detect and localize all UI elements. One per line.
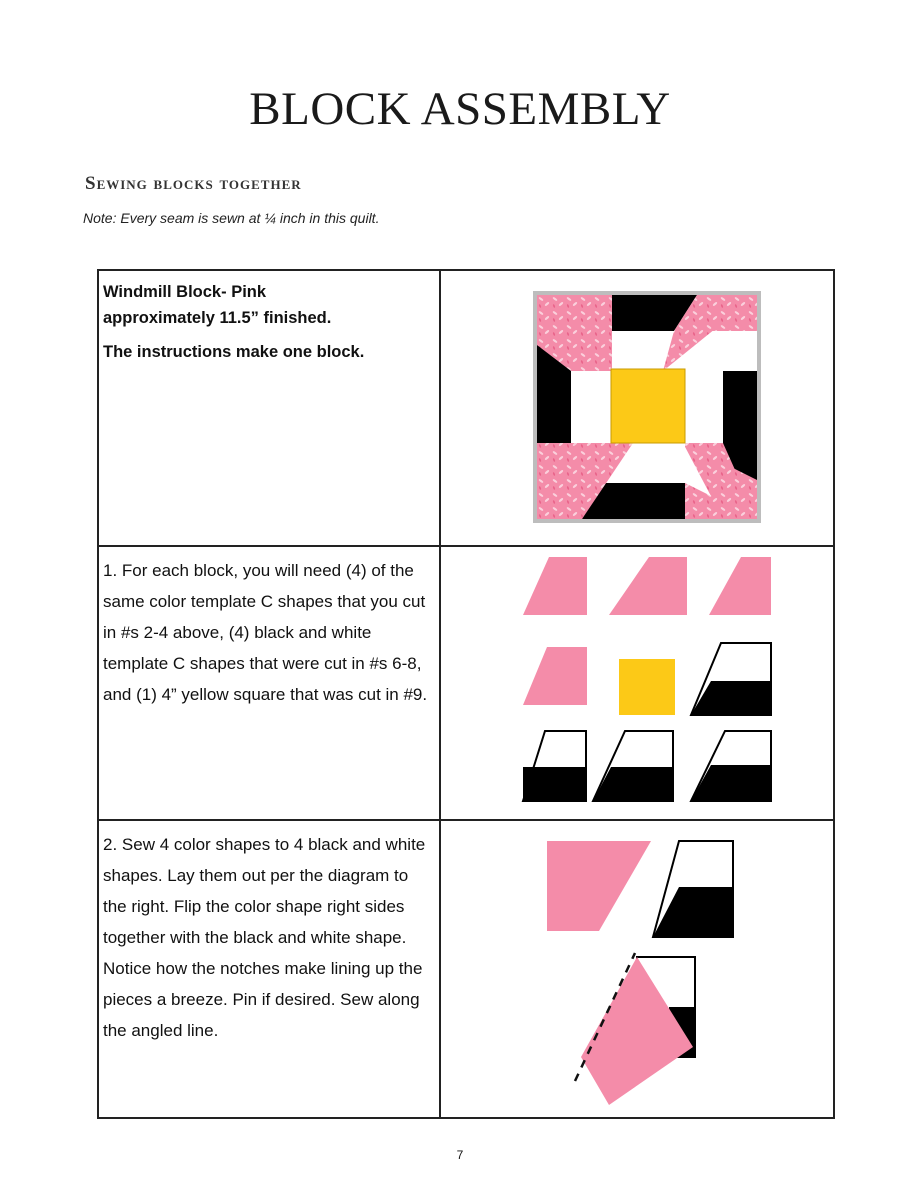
windmill-block bbox=[537, 295, 757, 519]
page-title: BLOCK ASSEMBLY bbox=[249, 83, 671, 135]
bw-template-c-shape bbox=[691, 643, 771, 715]
step-1-text-cell bbox=[98, 546, 440, 820]
sewing-diagram bbox=[441, 821, 833, 1115]
cut-pieces-diagram bbox=[441, 547, 833, 817]
pink-template-c-shape bbox=[523, 557, 587, 615]
block-info-cell bbox=[98, 270, 440, 546]
pink-template-c-shape bbox=[609, 557, 687, 615]
bw-template-c-shape bbox=[653, 841, 733, 937]
assembly-table bbox=[97, 269, 835, 1119]
block-title bbox=[103, 279, 435, 365]
table-row bbox=[98, 820, 834, 1118]
yellow-square bbox=[619, 659, 675, 715]
pieces-right-sides-together bbox=[581, 957, 695, 1105]
table-row bbox=[98, 270, 834, 546]
pink-template-c-shape bbox=[547, 841, 651, 931]
block-image-cell bbox=[440, 270, 834, 546]
section-heading: Sewing blocks together bbox=[85, 173, 302, 194]
step-2-text: 2. Sew 4 color shapes to 4 black and white shapes. Lay them out per the diagram to the right. Flip the color shape right sides together with the black and white shape. Notice how the notches make lining up the pieces a breeze. Pin if desired. Sew along the angled line. bbox=[103, 835, 426, 1040]
windmill-block-image bbox=[441, 271, 833, 543]
table-row bbox=[98, 546, 834, 820]
bw-template-c-shape bbox=[691, 731, 771, 801]
bw-template-c-shape bbox=[523, 731, 586, 801]
pink-template-c-shape bbox=[709, 557, 771, 615]
page-number: 7 bbox=[456, 1148, 464, 1162]
bw-template-c-shape bbox=[593, 731, 673, 801]
step-2-text-cell bbox=[98, 820, 440, 1118]
seam-note: Note: Every seam is sewn at ¼ inch in this quilt. bbox=[83, 210, 380, 226]
step-2-image-cell bbox=[440, 820, 834, 1118]
block-size: approximately 11.5” finished. bbox=[103, 309, 332, 327]
step-1-text: 1. For each block, you will need (4) of the same color template C shapes that you cut in #s 2-4 above, (4) black and white template C shapes that were cut in #s 6-8, and (1) 4” yellow square that was cut in #9. bbox=[103, 561, 428, 704]
block-instructions-note: The instructions make one block. bbox=[103, 343, 365, 361]
step-1-image-cell bbox=[440, 546, 834, 820]
block-name: Windmill Block- Pink bbox=[103, 283, 267, 301]
pink-template-c-shape bbox=[523, 647, 587, 705]
